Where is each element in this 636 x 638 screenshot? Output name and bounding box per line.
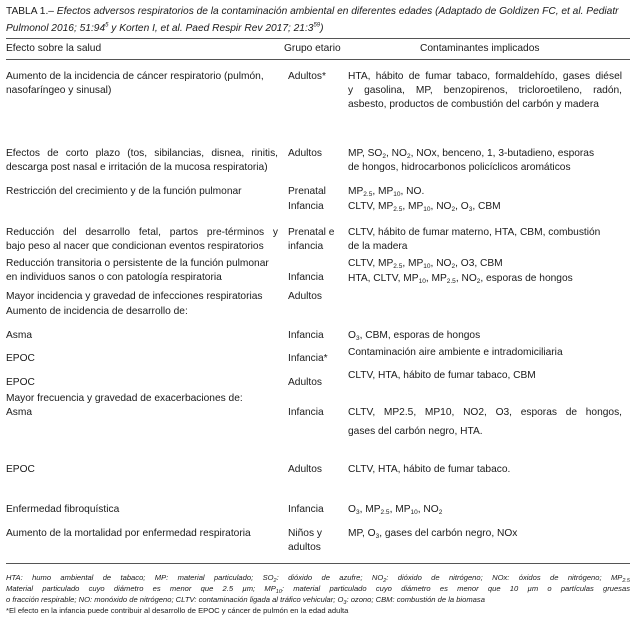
row8-pollutants: $O_3$, CBM, esporas de hongos bbox=[348, 330, 481, 342]
row12-pollutants-line2: gases del carbón negro, HTA. bbox=[348, 426, 483, 437]
header-pollutants: Contaminantes implicados bbox=[420, 43, 540, 54]
row13-effect: EPOC bbox=[6, 464, 35, 475]
row10-age: Adultos bbox=[288, 377, 322, 388]
row14-effect: Enfermedad fibroquística bbox=[6, 504, 120, 515]
header-rule bbox=[6, 59, 630, 60]
row15-effect: Aumento de la mortalidad por enfermedad respiratoria bbox=[6, 528, 251, 539]
row2-pollutants-line1: MP, $SO_2$, $NO_2$, NOx, benceno, 1, 3-butadieno, esporas bbox=[348, 148, 595, 160]
row5-effect-line2: en individuos sanos o con patología respiratoria bbox=[6, 272, 222, 283]
row2-pollutants-line2: de hongos, hidrocarbonos policíclicos aromáticos bbox=[348, 162, 571, 173]
row7-effect: Aumento de incidencia de desarrollo de: bbox=[6, 306, 188, 317]
row2-age: Adultos bbox=[288, 148, 322, 159]
caption-label: TABLA 1.– bbox=[6, 6, 57, 17]
footnote-abbreviations-line2: Material particulado cuyo diámetro es menor que 2.5 µm; $MP_{10}$: material particulado cuyo diámetro es menor que 10 µm o partículas gruesas bbox=[6, 584, 630, 595]
row12-effect: Asma bbox=[6, 407, 33, 418]
row4-pollutants-line1: CLTV, hábito de fumar materno, HTA, CBM, combustión bbox=[348, 227, 601, 238]
row5-pollutants-line1: CLTV, $MP_{2.5}$, $MP_{10}$, $NO_2$, O3, CBM bbox=[348, 258, 503, 270]
footnote-abbreviations-line3: o fracción respirable; NO: monóxido de nitrógeno; CLTV: contaminación ligada al tráfico vehicular; $O_3$: ozono; CBM: combustión de la biomasa bbox=[6, 595, 485, 606]
row10-pollutants: CLTV, HTA, hábito de fumar tabaco, CBM bbox=[348, 370, 536, 381]
row1-effect-line1: Aumento de la incidencia de cáncer respiratorio (pulmón, bbox=[6, 71, 264, 82]
row9-effect: EPOC bbox=[6, 353, 35, 364]
row1-pollutants-line3: asbesto, productos de combustión del carbón y madera bbox=[348, 99, 599, 110]
row13-age: Adultos bbox=[288, 464, 322, 475]
header-effect: Efecto sobre la salud bbox=[6, 43, 102, 54]
footnote-abbreviations-line1: HTA: humo ambiental de tabaco; MP: material particulado; $SO_2$: dióxido de azufre; $NO_2$: dióxido de nitrógeno; NOx: óxidos de nitrógeno; $MP_{2.5}$ bbox=[6, 573, 630, 584]
row14-pollutants: $O_3$, $MP_{2.5}$, $MP_{10}$, $NO_2$ bbox=[348, 504, 443, 516]
row3-pollutants-line2: CLTV, $MP_{2.5}$, $MP_{10}$, $NO_2$, $O_3$, CBM bbox=[348, 201, 501, 213]
row4-effect-line1: Reducción del desarrollo fetal, partos pre-términos y bbox=[6, 227, 278, 238]
row4-age-line2: infancia bbox=[288, 241, 324, 252]
row5-pollutants-line2: HTA, CLTV, $MP_{10}$, $MP_{2.5}$, $NO_2$, esporas de hongos bbox=[348, 273, 573, 285]
row15-pollutants: MP, $O_3$, gases del carbón negro, NOx bbox=[348, 528, 518, 540]
row5-age: Infancia bbox=[288, 272, 324, 283]
table-bottom-rule bbox=[6, 563, 630, 564]
row8-effect: Asma bbox=[6, 330, 33, 341]
caption-text-part3: ) bbox=[320, 23, 324, 35]
row13-pollutants: CLTV, HTA, hábito de fumar tabaco. bbox=[348, 464, 511, 475]
row1-age: Adultos* bbox=[288, 71, 326, 82]
footnote-asterisk: *El efecto en la infancia puede contribuir al desarrollo de EPOC y cáncer de pulmón en la edad adulta bbox=[6, 606, 349, 615]
row1-pollutants-line2: y gasolina, MP, benzopirenos, tricloroetileno, radón, bbox=[348, 85, 622, 96]
row10-effect: EPOC bbox=[6, 377, 35, 388]
row15-age-line1: Niños y bbox=[288, 528, 322, 539]
caption-text-part2: y Korten I, et al. Paed Respir Rev 2017; 21:3 bbox=[108, 23, 314, 35]
caption-text bbox=[6, 6, 619, 34]
caption-ref-2: 59 bbox=[313, 23, 321, 29]
row14-age: Infancia bbox=[288, 504, 324, 515]
row9-pollutants: Contaminación aire ambiente e intradomiciliaria bbox=[348, 347, 563, 358]
row4-age-line1: Prenatal e bbox=[288, 227, 335, 238]
row5-effect-line1: Reducción transitoria o persistente de la función pulmonar bbox=[6, 258, 269, 269]
table-top-rule bbox=[6, 38, 630, 39]
caption-ref-1: 5 bbox=[105, 23, 109, 29]
row1-effect-line2: nasofaríngeo y sinusal) bbox=[6, 85, 112, 96]
row15-age-line2: adultos bbox=[288, 542, 321, 553]
row3-pollutants-line1: $MP_{2.5}$, $MP_{10}$, NO. bbox=[348, 186, 425, 198]
row12-age: Infancia bbox=[288, 407, 324, 418]
row9-age: Infancia* bbox=[288, 353, 328, 364]
row4-effect-line2: bajo peso al nacer que condicionan eventos respiratorios bbox=[6, 241, 264, 252]
row3-effect: Restricción del crecimiento y de la función pulmonar bbox=[6, 186, 242, 197]
caption-text-part1: Efectos adversos respiratorios de la contaminación ambiental en diferentes edades (Adaptado de Goldizen FC, et al. Pediatr Pulmonol 2016; 51:94 bbox=[6, 6, 619, 35]
row3-age-line2: Infancia bbox=[288, 201, 324, 212]
row4-pollutants-line2: de la madera bbox=[348, 241, 408, 252]
table-caption bbox=[6, 5, 630, 36]
row3-age-line1: Prenatal bbox=[288, 186, 326, 197]
row11-effect: Mayor frecuencia y gravedad de exacerbaciones de: bbox=[6, 393, 243, 404]
row12-pollutants-line1: CLTV, MP2.5, MP10, NO2, O3, esporas de hongos, bbox=[348, 407, 622, 418]
row6-effect: Mayor incidencia y gravedad de infecciones respiratorias bbox=[6, 291, 263, 302]
row6-age: Adultos bbox=[288, 291, 322, 302]
row2-effect-line1: Efectos de corto plazo (tos, sibilancias, disnea, rinitis, bbox=[6, 148, 278, 159]
row1-pollutants-line1: HTA, hábito de fumar tabaco, formaldehído, gases diésel bbox=[348, 71, 622, 82]
header-age-group: Grupo etario bbox=[284, 43, 341, 54]
row8-age: Infancia bbox=[288, 330, 324, 341]
row2-effect-line2: descarga post nasal e irritación de la mucosa respiratoria) bbox=[6, 162, 268, 173]
